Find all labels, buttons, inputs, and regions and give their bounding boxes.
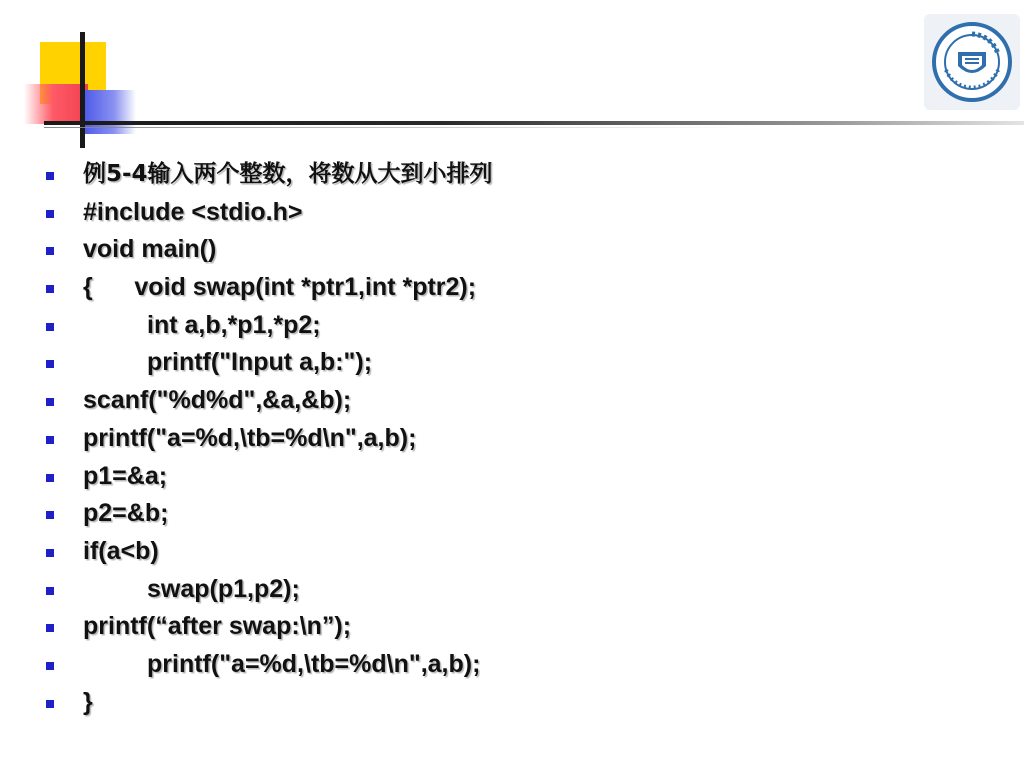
code-line: p1=&a; — [83, 461, 168, 490]
code-line: p2=&b; — [83, 499, 169, 528]
bullet-icon — [46, 398, 54, 406]
bullet-icon — [46, 474, 54, 482]
bullet-icon — [46, 436, 54, 444]
bullet-icon — [46, 587, 54, 595]
bullet-icon — [46, 700, 54, 708]
code-line: printf("a=%d,\tb=%d\n",a,b); — [83, 423, 417, 452]
code-line: { void swap(int *ptr1,int *ptr2); — [83, 273, 477, 302]
university-logo — [924, 14, 1020, 110]
code-line: void main() — [83, 235, 217, 264]
example-title: 例5-4输入两个整数，将数从大到小排列 — [83, 161, 493, 187]
code-line: swap(p1,p2); — [147, 574, 300, 603]
code-line: #include <stdio.h> — [83, 197, 303, 226]
bullet-icon — [46, 247, 54, 255]
bullet-icon — [46, 285, 54, 293]
decor-vertical-line — [80, 32, 85, 148]
bullet-icon — [46, 511, 54, 519]
university-seal-icon — [930, 20, 1014, 104]
bullet-icon — [46, 210, 54, 218]
title-divider-thin-line — [44, 127, 744, 128]
title-divider-line — [44, 121, 1024, 125]
bullet-icon — [46, 549, 54, 557]
code-line: } — [83, 687, 93, 716]
code-line: if(a<b) — [83, 536, 159, 565]
bullet-icon — [46, 360, 54, 368]
code-line: int a,b,*p1,*p2; — [147, 310, 321, 339]
code-line: printf("a=%d,\tb=%d\n",a,b); — [147, 649, 481, 678]
decor-red-bar — [24, 84, 88, 124]
bullet-icon — [46, 323, 54, 331]
bullet-icon — [46, 662, 54, 670]
bullet-icon — [46, 624, 54, 632]
code-line: scanf("%d%d",&a,&b); — [83, 386, 352, 415]
bullet-icon — [46, 172, 54, 180]
code-line: printf(“after swap:\n”); — [83, 612, 352, 641]
code-line: printf("Input a,b:"); — [147, 348, 373, 377]
